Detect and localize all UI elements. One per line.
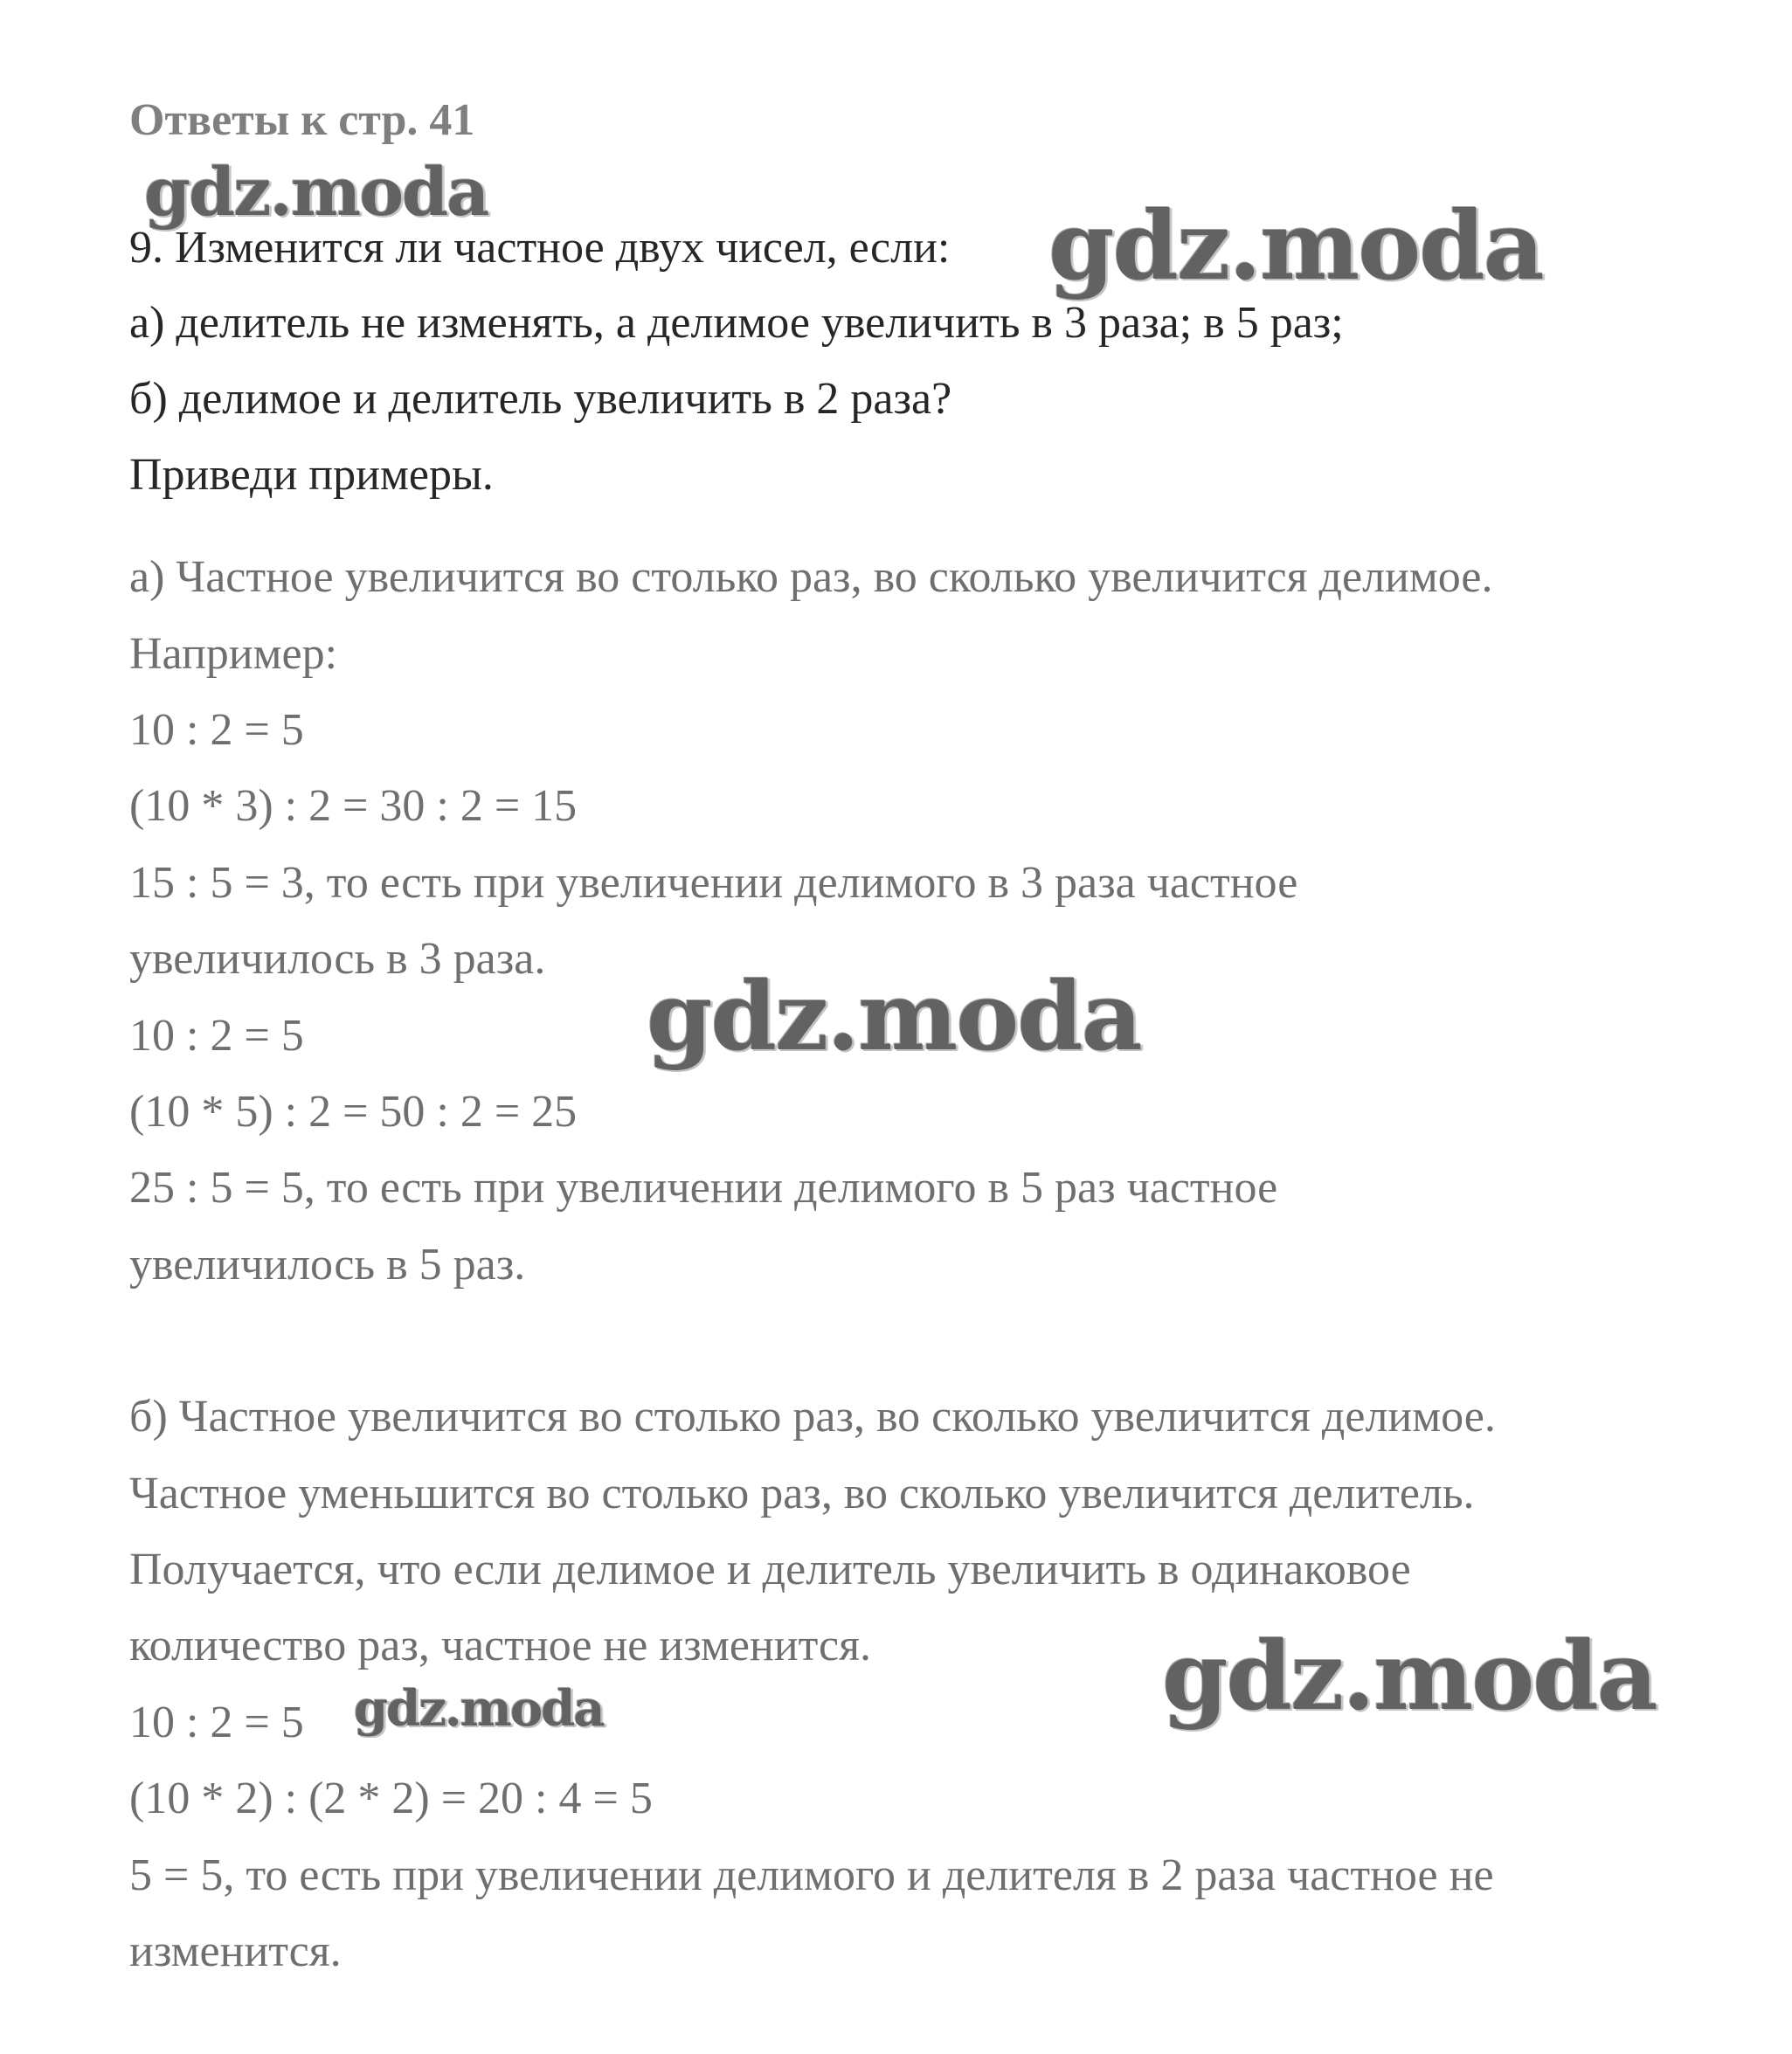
- page-heading: Ответы к стр. 41: [129, 95, 475, 145]
- answer-a-line-4: (10 * 3) : 2 = 30 : 2 = 15: [129, 781, 578, 831]
- answer-b-line-5: 10 : 2 = 5: [129, 1698, 304, 1747]
- answer-a-line-7: 10 : 2 = 5: [129, 1011, 304, 1061]
- answer-b-line-2: Частное уменьшится во столько раз, во сколько увеличится делитель.: [129, 1469, 1475, 1518]
- answer-a-line-10: увеличилось в 5 раз.: [129, 1240, 526, 1290]
- question-line-2: а) делитель не изменять, а делимое увеличить в 3 раза; в 5 раз;: [129, 298, 1344, 348]
- question-line-1: 9. Изменится ли частное двух чисел, если:: [129, 223, 951, 273]
- answer-a-line-3: 10 : 2 = 5: [129, 705, 304, 755]
- answer-b-line-1: б) Частное увеличится во столько раз, во сколько увеличится делимое.: [129, 1392, 1496, 1442]
- watermark-logo: gdz.moda: [1048, 191, 1543, 301]
- answer-a-line-5: 15 : 5 = 3, то есть при увеличении делимого в 3 раза частное: [129, 858, 1298, 908]
- answer-b-line-4: количество раз, частное не изменится.: [129, 1621, 871, 1670]
- answer-a-line-6: увеличилось в 3 раза.: [129, 934, 546, 984]
- answer-a-line-2: Например:: [129, 629, 338, 679]
- watermark-logo: gdz.moda: [144, 153, 488, 231]
- watermark-logo: gdz.moda: [647, 962, 1141, 1072]
- answer-b-line-8: изменится.: [129, 1926, 342, 1976]
- watermark-logo: gdz.moda: [354, 1680, 604, 1738]
- question-line-4: Приведи примеры.: [129, 450, 494, 500]
- answer-a-line-9: 25 : 5 = 5, то есть при увеличении делимого в 5 раз частное: [129, 1163, 1278, 1213]
- answer-b-line-7: 5 = 5, то есть при увеличении делимого и делителя в 2 раза частное не: [129, 1850, 1494, 1900]
- question-line-3: б) делимое и делитель увеличить в 2 раза?: [129, 374, 952, 424]
- answer-a-line-1: а) Частное увеличится во столько раз, во сколько увеличится делимое.: [129, 552, 1493, 602]
- watermark-logo: gdz.moda: [1162, 1622, 1657, 1732]
- answer-b-line-3: Получается, что если делимое и делитель увеличить в одинаковое: [129, 1545, 1411, 1594]
- answer-a-line-8: (10 * 5) : 2 = 50 : 2 = 25: [129, 1087, 578, 1137]
- answer-b-line-6: (10 * 2) : (2 * 2) = 20 : 4 = 5: [129, 1774, 653, 1823]
